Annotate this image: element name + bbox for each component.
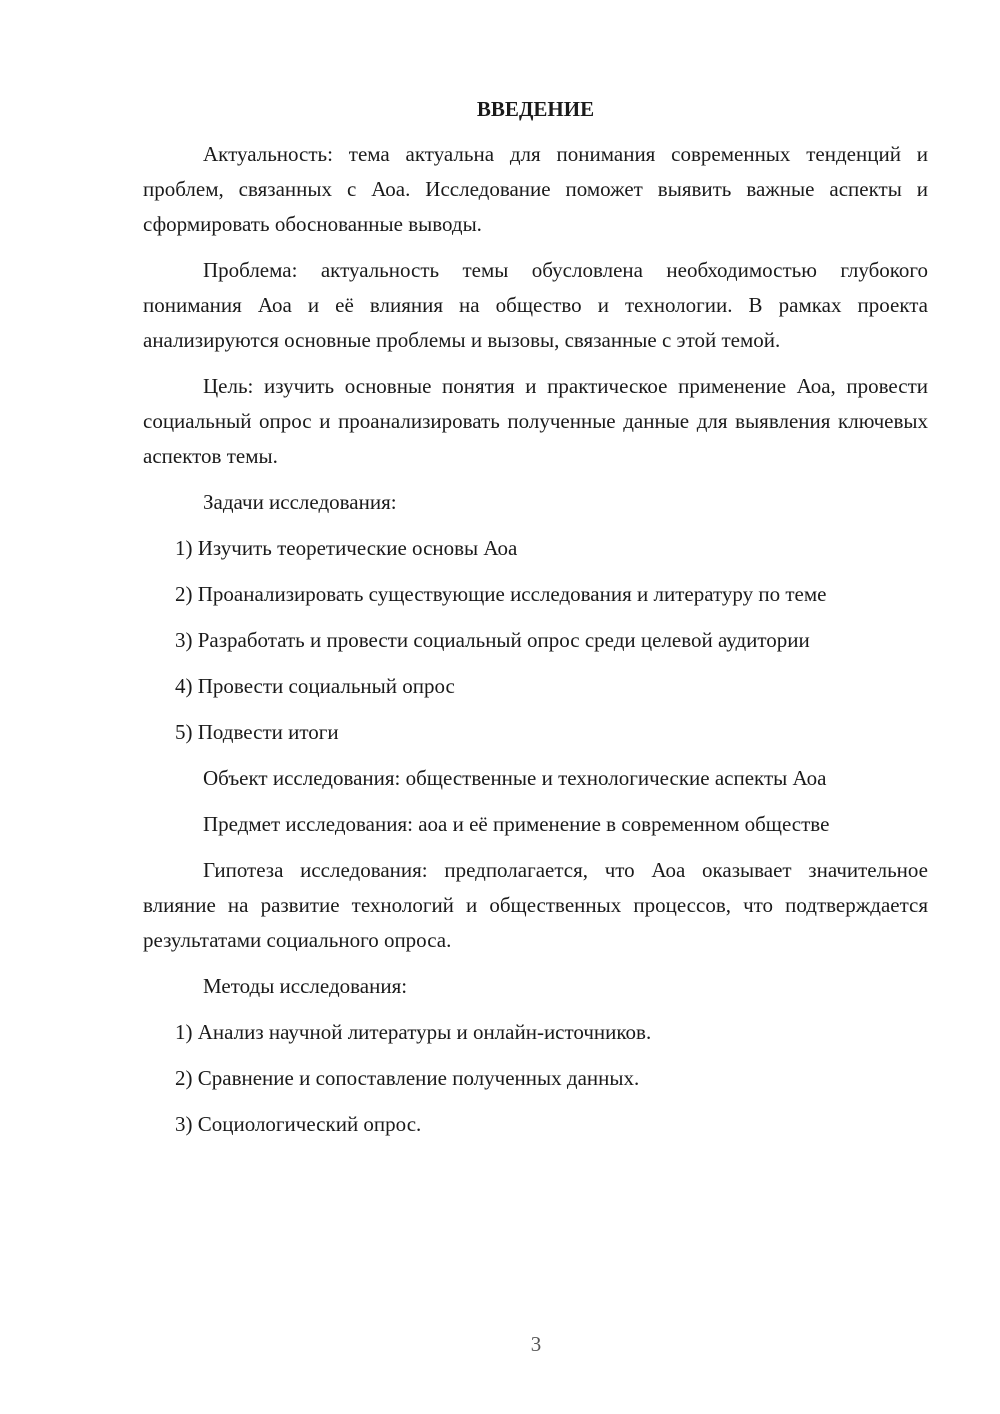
method-item-3: 3) Социологический опрос. (175, 1112, 422, 1136)
page-number: 3 (530, 1332, 542, 1356)
goal-paragraph: Цель: изучить основные понятия и практическое применение Аоа, провести социальный опрос и проанализировать полученные данные для выявления ключевых аспектов темы. (143, 374, 928, 468)
problem-paragraph: Проблема: актуальность темы обусловлена необходимостью глубокого понимания Аоа и её влияния на общество и технологии. В рамках проекта анализируются основные проблемы и вызовы, связанные с этой темой. (143, 258, 928, 352)
document-title: ВВЕДЕНИЕ (476, 97, 595, 121)
subject-paragraph: Предмет исследования: аоа и её применение в современном обществе (203, 812, 830, 836)
hypothesis-paragraph: Гипотеза исследования: предполагается, что Аоа оказывает значительное влияние на развитие технологий и общественных процессов, что подтверждается результатами социального опроса. (143, 858, 928, 952)
task-item-4: 4) Провести социальный опрос (175, 674, 455, 698)
task-item-2: 2) Проанализировать существующие исследования и литературу по теме (175, 582, 827, 606)
method-item-1: 1) Анализ научной литературы и онлайн-источников. (175, 1020, 652, 1044)
methods-heading: Методы исследования: (203, 974, 408, 998)
task-item-3: 3) Разработать и провести социальный опрос среди целевой аудитории (175, 628, 810, 652)
document-page (143, 92, 928, 1153)
method-item-2: 2) Сравнение и сопоставление полученных данных. (175, 1066, 640, 1090)
object-paragraph: Объект исследования: общественные и технологические аспекты Аоа (203, 766, 827, 790)
task-item-5: 5) Подвести итоги (175, 720, 339, 744)
relevance-paragraph: Актуальность: тема актуальна для понимания современных тенденций и проблем, связанных с Аоа. Исследование поможет выявить важные аспекты и сформировать обоснованные выводы. (143, 142, 928, 236)
tasks-heading: Задачи исследования: (203, 490, 397, 514)
task-item-1: 1) Изучить теоретические основы Аоа (175, 536, 518, 560)
